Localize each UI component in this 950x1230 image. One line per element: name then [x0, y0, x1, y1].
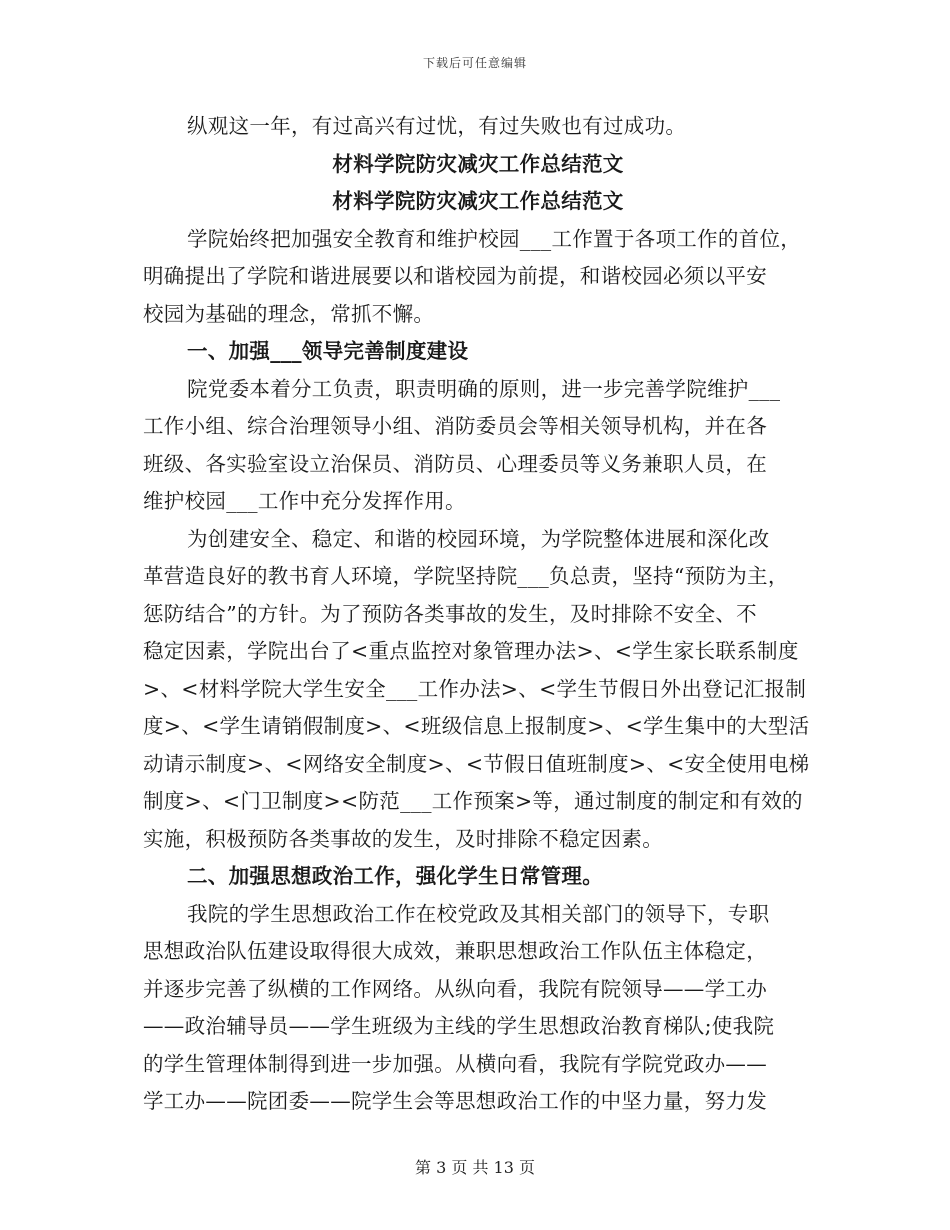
paragraph-line: 惩防结合”的方针。为了预防各类事故的发生，及时排除不安全、不	[143, 601, 757, 626]
paragraph-line: 为创建安全、稳定、和谐的校园环境，为学院整体进展和深化改	[187, 526, 770, 551]
paragraph-line: >、<材料学院大学生安全___工作办法>、<学生节假日外出登记汇报制	[143, 676, 807, 701]
paragraph-line: 稳定因素，学院出台了<重点监控对象管理办法>、<学生家长联系制度	[143, 639, 799, 663]
paragraph-line: 班级、各实验室设立治保员、消防员、心理委员等义务兼职人员，在	[143, 451, 767, 476]
paragraph-line: 的学生管理体制得到进一步加强。从横向看，我院有学院党政办——	[143, 1051, 767, 1076]
paragraph-line: 革营造良好的教书育人环境，学院坚持院___负总责，坚持“预防为主，	[143, 564, 789, 588]
document-body	[143, 108, 813, 1121]
paragraph-line: 明确提出了学院和谐进展要以和谐校园为前提，和谐校园必须以平安	[143, 264, 767, 288]
paragraph-line: 并逐步完善了纵横的工作网络。从纵向看，我院有院领导——学工办	[143, 976, 767, 1001]
document-title: 材料学院防灾减灾工作总结范文	[332, 151, 624, 176]
paragraph-line: 学院始终把加强安全教育和维护校园___工作置于各项工作的首位，	[187, 226, 802, 251]
paragraph-line: 校园为基础的理念，常抓不懈。	[143, 301, 435, 326]
paragraph-line: 制度>、<门卫制度><防范___工作预案>等，通过制度的制定和有效的	[143, 789, 803, 813]
section-heading-2: 二、加强思想政治工作，强化学生日常管理。	[187, 864, 603, 888]
page-header: 下载后可任意编辑	[422, 56, 527, 70]
paragraph-line: 实施，积极预防各类事故的发生，及时排除不稳定因素。	[143, 826, 663, 851]
paragraph-line: 维护校园___工作中充分发挥作用。	[143, 489, 466, 513]
paragraph-line: 我院的学生思想政治工作在校党政及其相关部门的领导下，专职	[187, 901, 770, 926]
paragraph-line: 院党委本着分工负责，职责明确的原则，进一步完善学院维护___	[187, 376, 781, 401]
paragraph-line: 学工办——院团委——院学生会等思想政治工作的中坚力量，努力发	[143, 1089, 767, 1113]
section-heading-1: 一、加强___领导完善制度建设	[187, 339, 469, 363]
paragraph-line: 动请示制度>、<网络安全制度>、<节假日值班制度>、<安全使用电梯	[143, 751, 810, 776]
paragraph-line: 工作小组、综合治理领导小组、消防委员会等相关领导机构，并在各	[143, 414, 767, 438]
paragraph-line: 思想政治队伍建设取得很大成效，兼职思想政治工作队伍主体稳定，	[143, 939, 767, 963]
paragraph-line: ——政治辅导员——学生班级为主线的学生思想政治教育梯队;使我院	[143, 1014, 775, 1038]
page-footer: 第 3 页 共 13 页	[415, 1158, 535, 1177]
paragraph-line: 度>、<学生请销假制度>、<班级信息上报制度>、<学生集中的大型活	[143, 714, 810, 738]
document-subtitle: 材料学院防灾减灾工作总结范文	[332, 189, 624, 213]
paragraph-line: 纵观这一年，有过高兴有过忧，有过失败也有过成功。	[187, 114, 687, 138]
